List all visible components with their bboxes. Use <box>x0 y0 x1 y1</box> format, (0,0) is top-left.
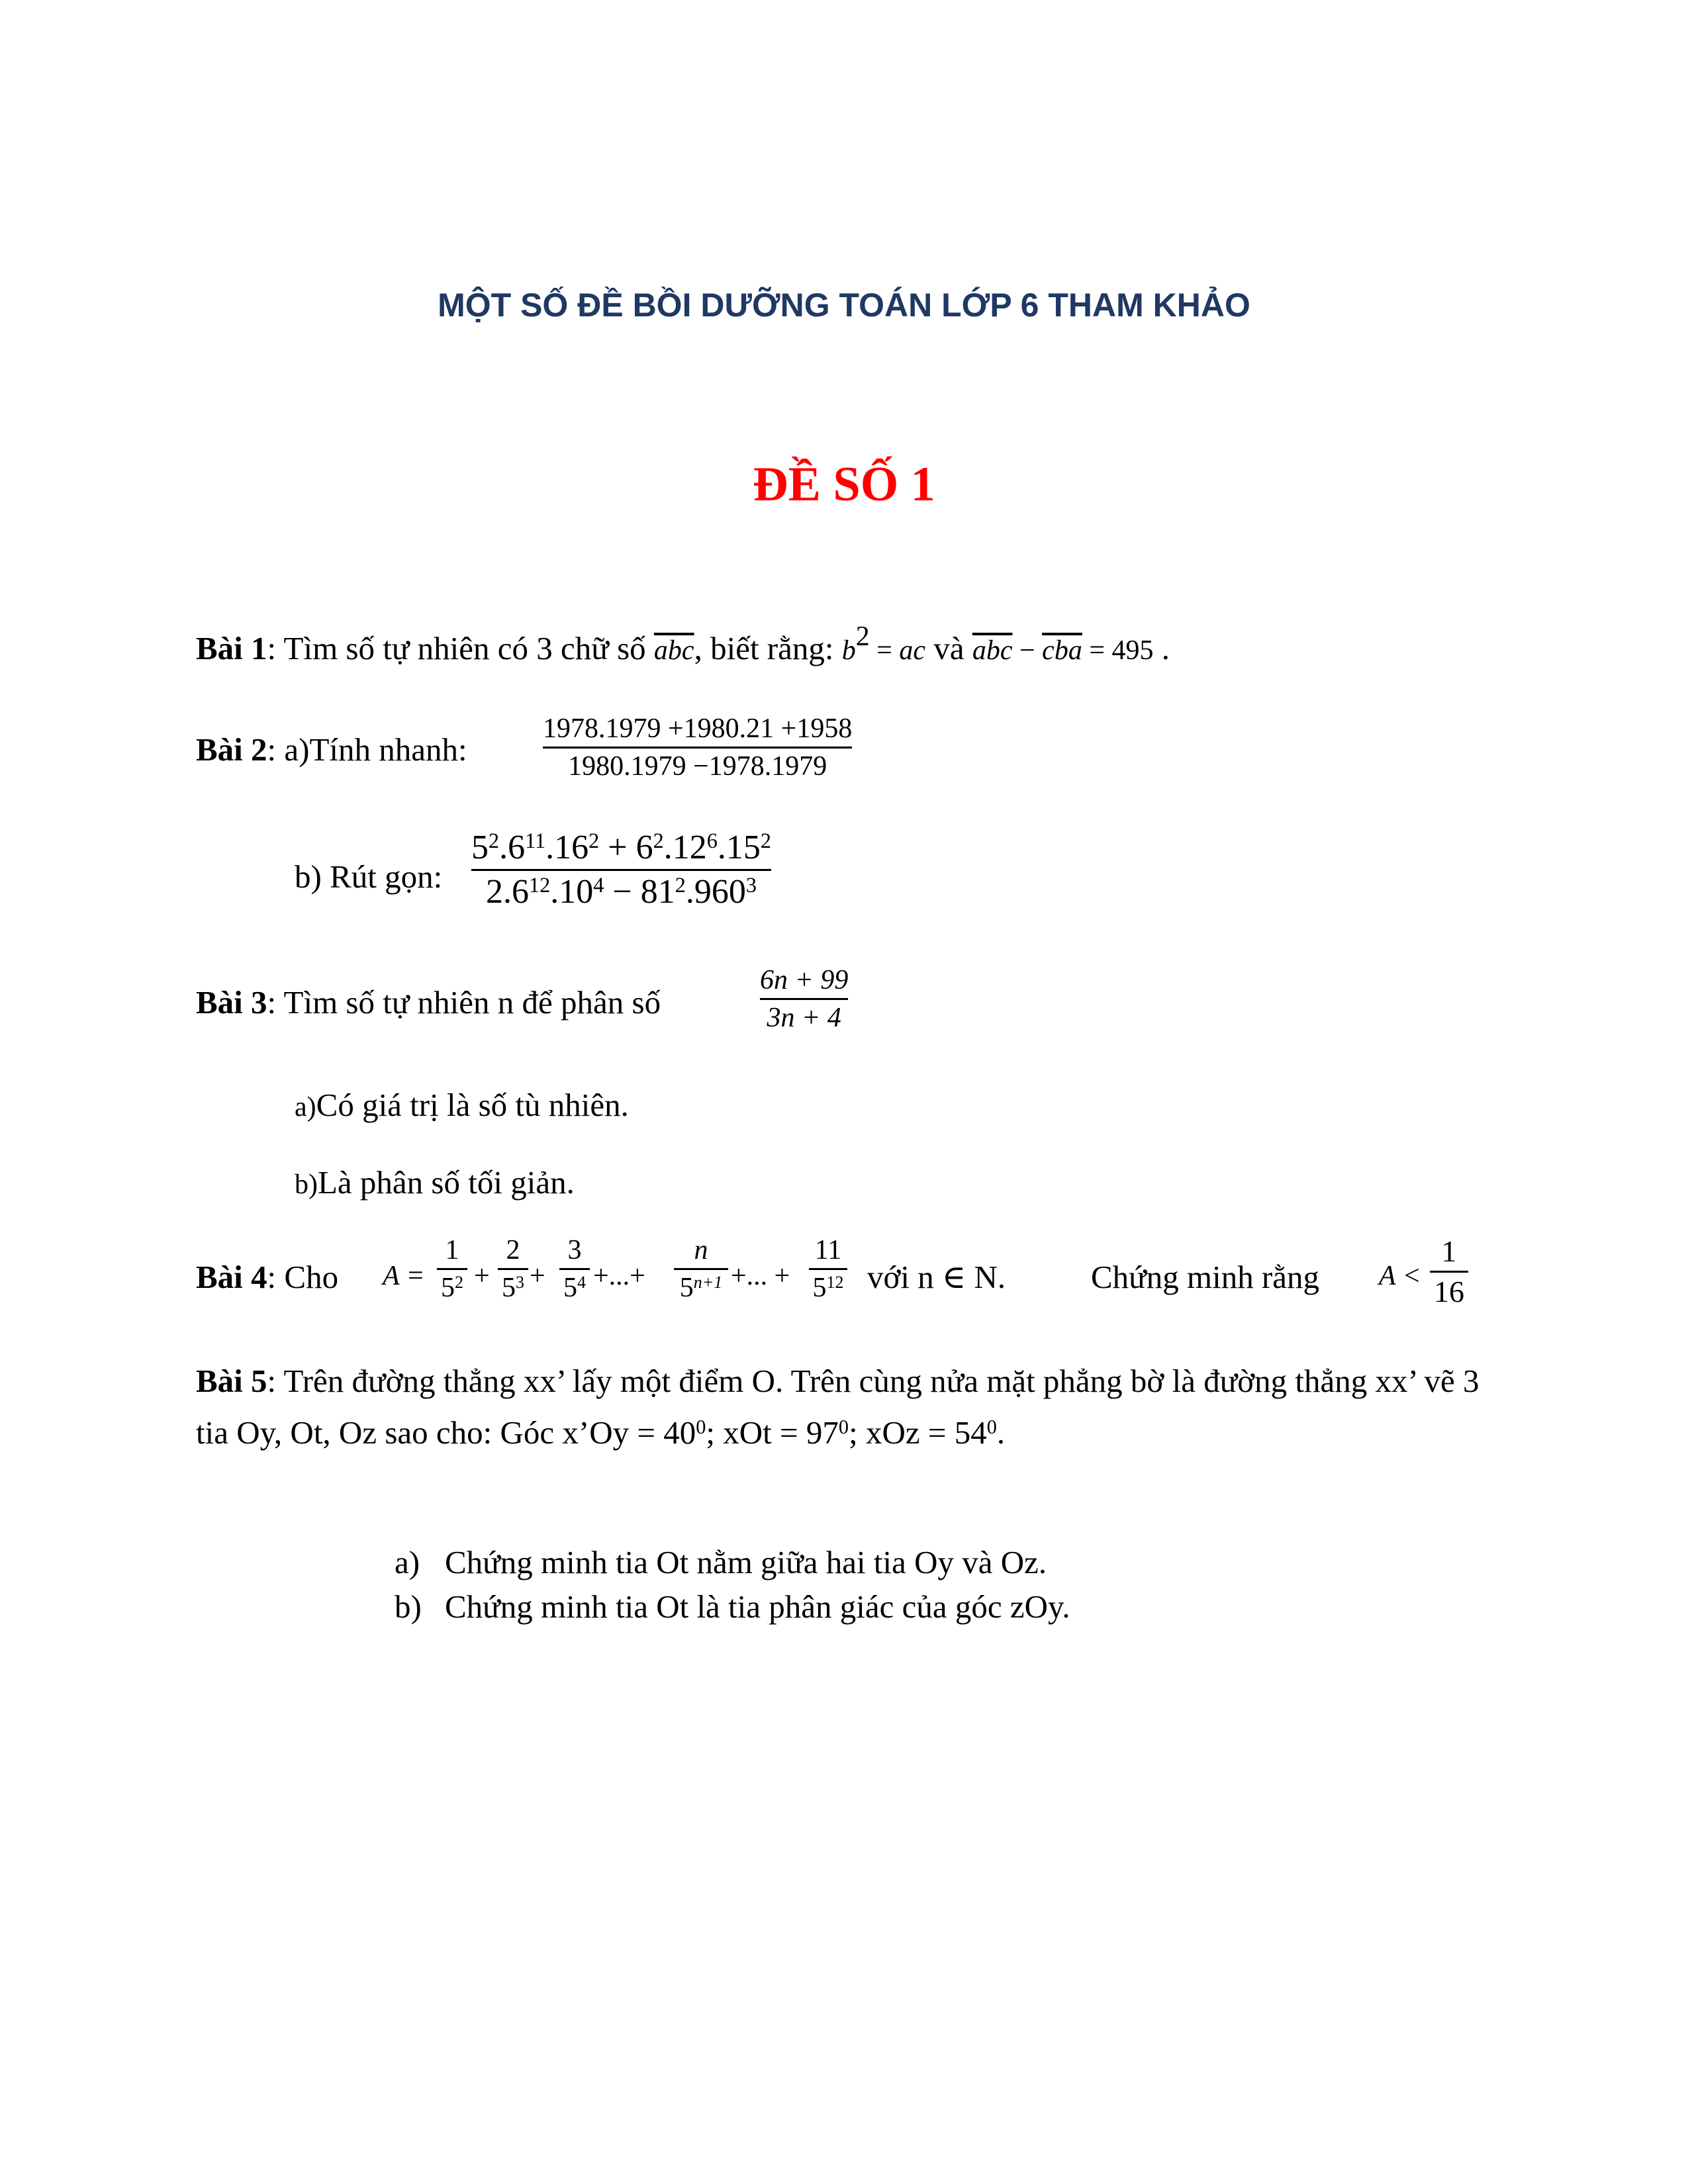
document-title: MỘT SỐ ĐỀ BỒI DƯỠNG TOÁN LỚP 6 THAM KHẢO <box>438 287 1250 324</box>
bai5-item-b <box>395 1590 1070 1623</box>
bai1-abc2: $\overline{abc}$ <box>972 635 1013 666</box>
fraction-bar <box>543 747 852 749</box>
fraction-bar <box>559 1268 590 1270</box>
bai5-item-a <box>395 1546 1047 1578</box>
fraction-bar <box>760 998 848 1000</box>
bai2-fraction-b <box>471 828 771 911</box>
bai4-plus-1: + <box>474 1261 490 1291</box>
bai1-minus: − <box>1012 635 1043 666</box>
bai3-fraction <box>760 966 848 1032</box>
bai1-b: b <box>841 635 856 666</box>
bai4-plus-2: + <box>530 1261 545 1291</box>
bai1-va: và <box>925 630 972 666</box>
bai3-item-b <box>295 1166 575 1199</box>
bai3-text: : Tìm số tự nhiên n để phân số <box>267 984 661 1021</box>
bai2-label: Bài 2 <box>196 731 267 768</box>
bai2-fraction-b-denominator: $2.6^{12}.10^4 - 81^2.960^3$ <box>486 872 757 911</box>
bai4-prove: Chứng minh rằng <box>1091 1259 1320 1295</box>
bai4-A-eq: A = <box>383 1261 425 1291</box>
bai4-label: Bài 4 <box>196 1259 267 1295</box>
bai1-line <box>196 621 1170 666</box>
bai1-exp: 2 <box>855 621 870 652</box>
fraction-bar <box>471 869 771 871</box>
bai4-term-11: 11 $5^{12}$ <box>809 1236 847 1302</box>
bai4-bound-denominator: 16 <box>1434 1275 1464 1308</box>
bai1-text2: , biết rằng: <box>694 630 842 666</box>
bai5-item-b-text: Chứng minh tia Ot là tia phân giác của góc zOy. <box>445 1588 1070 1625</box>
bai4-term-3: 3 $5^4$ <box>559 1236 590 1302</box>
bai1-label: Bài 1 <box>196 630 267 666</box>
bai2-line-a <box>196 733 467 766</box>
bai4-dots-1: +...+ <box>593 1261 645 1291</box>
bai5-label: Bài 5 <box>196 1363 267 1399</box>
bai5-item-a-text: Chứng minh tia Ot nằm giữa hai tia Oy và Oz. <box>445 1544 1047 1580</box>
bai1-end: . <box>1153 630 1170 666</box>
bai4-bound-numerator: 1 <box>1441 1234 1457 1268</box>
bai2-line-b <box>295 860 442 893</box>
bai3-label: Bài 3 <box>196 984 267 1021</box>
bai3-fraction-numerator: 6n + 99 <box>760 965 849 995</box>
bai4-label-line <box>196 1261 338 1293</box>
fraction-bar <box>809 1268 847 1270</box>
bai1-abc: $\overline{abc}$ <box>653 635 694 666</box>
fraction-bar <box>437 1268 467 1270</box>
bai3-item-a-text: Có giá trị là số tù nhiên. <box>316 1087 629 1123</box>
bai4-text: : Cho <box>267 1259 339 1295</box>
bai2-text-a: : a)Tính nhanh: <box>267 731 467 768</box>
bai3-fraction-denominator: 3n + 4 <box>767 1003 841 1033</box>
bai3-item-b-text: Là phân số tối giản. <box>318 1164 575 1201</box>
bai5-item-a-label: a) <box>395 1544 420 1580</box>
fraction-bar <box>498 1268 528 1270</box>
bai3-item-a-label: a) <box>295 1092 316 1122</box>
fraction-bar <box>674 1268 728 1270</box>
bai2-fraction-a-denominator: 1980.1979 −1978.1979 <box>568 751 827 782</box>
bai2-text-b: b) Rút gọn: <box>295 858 443 895</box>
bai5-item-b-label: b) <box>395 1588 422 1625</box>
bai4-term-1: 1 $5^2$ <box>437 1236 467 1302</box>
fraction-bar <box>1430 1271 1468 1273</box>
bai3-item-a <box>295 1089 629 1121</box>
bai1-text1: : Tìm số tự nhiên có 3 chữ số <box>267 630 654 666</box>
bai4-dots-2: +... + <box>731 1261 790 1291</box>
bai1-eq: = <box>869 635 900 666</box>
bai2-fraction-a <box>543 715 852 780</box>
bai1-cba: $\overline{cba}$ <box>1042 635 1082 666</box>
bai2-fraction-a-numerator: 1978.1979 +1980.21 +1958 <box>543 713 853 744</box>
bai4-bound <box>1430 1236 1468 1307</box>
bai3-item-b-label: b) <box>295 1169 318 1200</box>
bai1-ac: ac <box>899 635 926 666</box>
bai4-term-2: 2 $5^3$ <box>498 1236 528 1302</box>
bai4-with-n: với n ∈ N. <box>867 1259 1006 1295</box>
bai4-term-n: n $5^{n+1}$ <box>674 1236 728 1302</box>
exam-heading: ĐỀ SỐ 1 <box>753 457 935 512</box>
bai2-fraction-b-numerator: $5^2.6^{11}.16^2 + 6^2.12^6.15^2$ <box>471 828 771 866</box>
bai1-result: = 495 <box>1082 635 1154 666</box>
bai5-paragraph: Bài 5: Trên đường thẳng xx’ lấy một điểm O. Trên cùng nửa mặt phẳng bờ là đường thẳng xx’ vẽ 3 tia Oy, Ot, Oz sao cho: Góc x’Oy = $40^0$; xOt = $97^0$; xOz = $54^0$. <box>196 1363 1479 1451</box>
bai4-A-lt: A < <box>1379 1261 1421 1291</box>
bai3-line <box>196 986 661 1019</box>
